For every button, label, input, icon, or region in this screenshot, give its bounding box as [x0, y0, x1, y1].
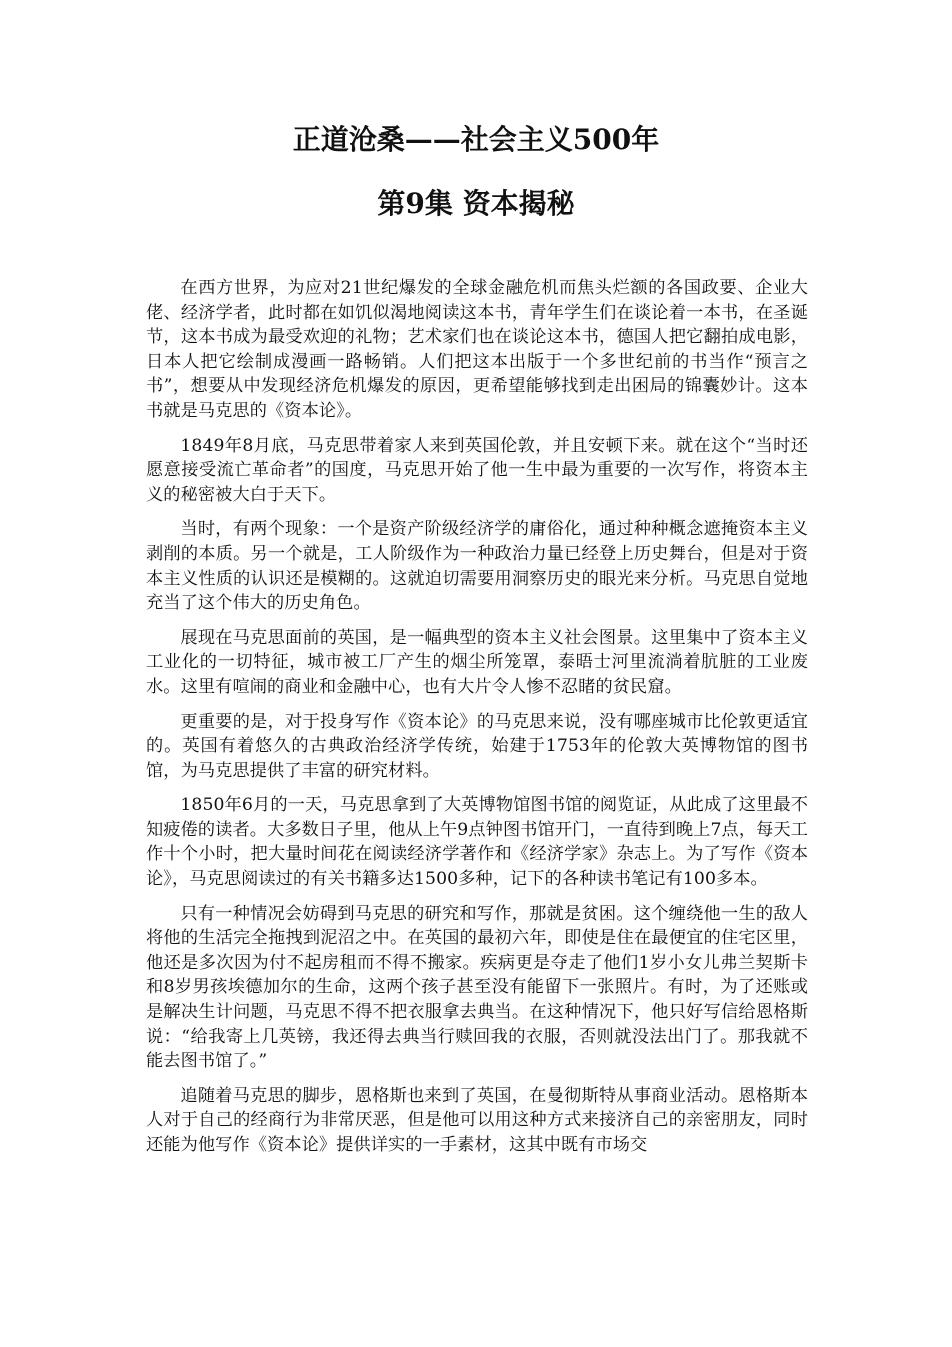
- paragraph: 更重要的是，对于投身写作《资本论》的马克思来说，没有哪座城市比伦敦更适宜的。英国有着悠久的古典政治经济学传统，始建于1753年的伦敦大英博物馆的图书馆，为马克思提供了丰富的研究材料。: [146, 711, 808, 781]
- document-body: [146, 276, 808, 1168]
- paragraph: 1849年8月底，马克思带着家人来到英国伦敦，并且安顿下来。就在这个“当时还愿意接受流亡革命者”的国度，马克思开始了他一生中最为重要的一次写作，将资本主义的秘密被大白于天下。: [146, 435, 808, 505]
- paragraph: 追随着马克思的脚步，恩格斯也来到了英国，在曼彻斯特从事商业活动。恩格斯本人对于自己的经商行为非常厌恶，但是他可以用这种方式来接济自己的亲密朋友，同时还能为他写作《资本论》提供详实的一手素材，这其中既有市场交: [146, 1085, 808, 1155]
- paragraph: 只有一种情况会妨碍到马克思的研究和写作，那就是贫困。这个缠绕他一生的敌人将他的生活完全拖拽到泥沼之中。在英国的最初六年，即使是住在最便宜的住宅区里，他还是多次因为付不起房租而不得不搬家。疾病更是夺走了他们1岁小女儿弗兰契斯卡和8岁男孩埃德加尔的生命，这两个孩子甚至没有能留下一张照片。有时，为了还账或是解决生计问题，马克思不得不把衣服拿去典当。在这种情况下，他只好写信给恩格斯说：“给我寄上几英镑，我还得去典当行赎回我的衣服，否则就没法出门了。那我就不能去图书馆了。”: [146, 903, 808, 1072]
- paragraph: 展现在马克思面前的英国，是一幅典型的资本主义社会图景。这里集中了资本主义工业化的一切特征，城市被工厂产生的烟尘所笼罩，泰晤士河里流淌着肮脏的工业废水。这里有喧闹的商业和金融中心，也有大片令人惨不忍睹的贫民窟。: [146, 627, 808, 697]
- document-subtitle: 第9集 资本揭秘: [377, 187, 575, 220]
- paragraph: 在西方世界，为应对21世纪爆发的全球金融危机而焦头烂额的各国政要、企业大佬、经济学者，此时都在如饥似渴地阅读这本书，青年学生们在谈论着一本书，在圣诞节，这本书成为最受欢迎的礼物；艺术家们也在谈论这本书，德国人把它翻拍成电影，日本人把它绘制成漫画一路畅销。人们把这本出版于一个多世纪前的书当作“预言之书”，想要从中发现经济危机爆发的原因，更希望能够找到走出困局的锦囊妙计。这本书就是马克思的《资本论》。: [146, 278, 808, 421]
- paragraph: 当时，有两个现象：一个是资产阶级经济学的庸俗化，通过种种概念遮掩资本主义剥削的本质。另一个就是，工人阶级作为一种政治力量已经登上历史舞台，但是对于资本主义性质的认识还是模糊的。这就迫切需要用洞察历史的眼光来分析。马克思自觉地充当了这个伟大的历史角色。: [146, 519, 808, 614]
- document-title: 正道沧桑——社会主义500年: [292, 123, 660, 156]
- paragraph: 1850年6月的一天，马克思拿到了大英博物馆图书馆的阅览证，从此成了这里最不知疲倦的读者。大多数日子里，他从上午9点钟图书馆开门，一直待到晚上7点，每天工作十个小时，把大量时间花在阅读经济学著作和《经济学家》杂志上。为了写作《资本论》，马克思阅读过的有关书籍多达1500多种，记下的各种读书笔记有100多本。: [146, 795, 808, 890]
